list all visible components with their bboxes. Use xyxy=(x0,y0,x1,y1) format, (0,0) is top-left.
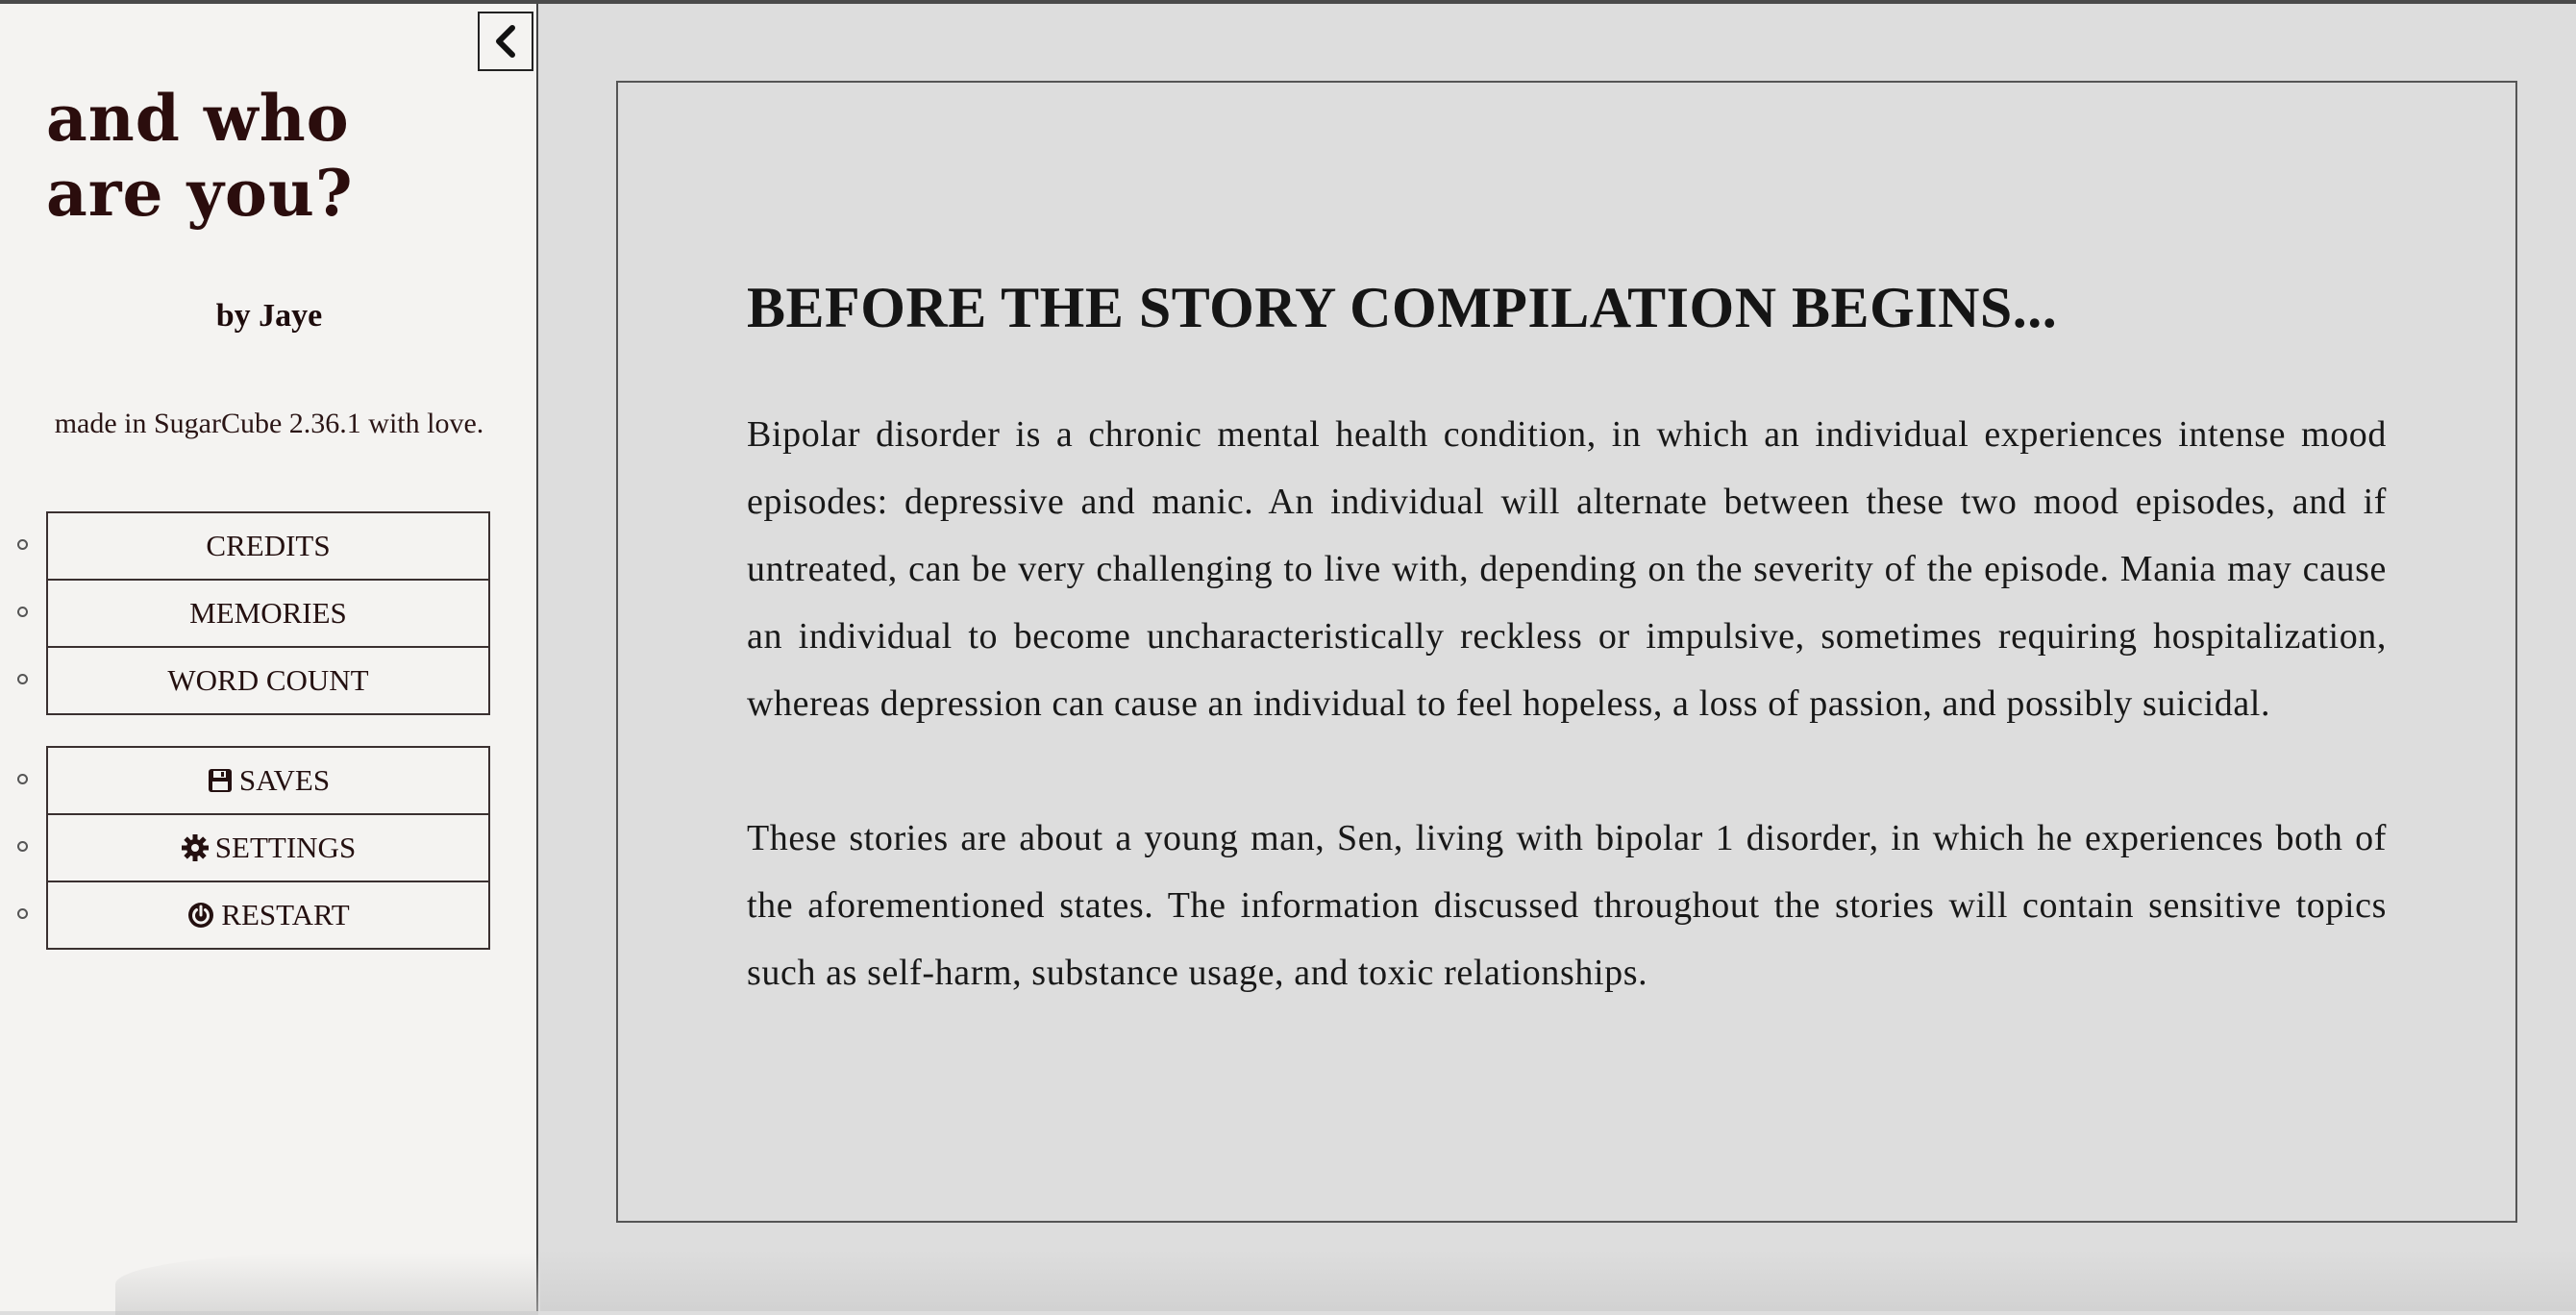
list-bullet xyxy=(17,908,28,919)
passage-container[interactable] xyxy=(616,81,2517,1223)
passage-heading: BEFORE THE STORY COMPILATION BEGINS... xyxy=(747,276,2058,339)
settings-button[interactable] xyxy=(46,815,490,882)
list-bullet xyxy=(17,841,28,852)
power-icon xyxy=(186,901,215,930)
settings-label: SETTINGS xyxy=(214,831,357,864)
core-menu xyxy=(46,746,490,950)
story-title-line-2: are you? xyxy=(46,156,354,231)
story-title xyxy=(46,81,508,231)
list-bullet xyxy=(17,674,28,684)
list-bullet xyxy=(17,607,28,617)
chevron-left-icon xyxy=(491,24,520,59)
restart-button[interactable] xyxy=(46,882,490,950)
menu-item-label: MEMORIES xyxy=(189,596,347,630)
saves-label: SAVES xyxy=(238,763,331,797)
menu-item-memories[interactable] xyxy=(46,581,490,648)
sidebar xyxy=(0,4,538,1311)
floppy-disk-icon xyxy=(207,767,234,794)
passage-content xyxy=(747,275,2387,1074)
restart-label: RESTART xyxy=(221,898,350,931)
passage-paragraph-1: Bipolar disorder is a chronic mental health condition, in which an individual experiences intense mood episodes: depressive and manic. An individual will alternate between these two mood episodes, and if untreated, can be very challenging to live with, depending on the severity of the episode. Mania may cause an individual to become uncharacteristically reckless or impulsive, sometimes requiring hospitalization, whereas depression can cause an individual to feel hopeless, a loss of passion, and possibly suicidal. xyxy=(747,414,2387,724)
list-bullet xyxy=(17,539,28,550)
story-author: by Jaye xyxy=(215,298,323,334)
gear-icon xyxy=(181,833,210,862)
passage-paragraph-2: These stories are about a young man, Sen, living with bipolar 1 disorder, in which he experiences both of the aforementioned states. The information discussed throughout the stories will contain sensitive topics such as self-harm, substance usage, and toxic relationships. xyxy=(747,818,2387,993)
story-caption: made in SugarCube 2.36.1 with love. xyxy=(54,408,484,439)
sidebar-toggle-button[interactable] xyxy=(478,12,533,71)
story-title-line-1: and who xyxy=(46,81,350,156)
main-bottom-shadow xyxy=(540,1250,2576,1311)
saves-button[interactable] xyxy=(46,746,490,815)
menu-item-credits[interactable] xyxy=(46,511,490,581)
story-menu xyxy=(46,511,490,715)
sidebar-bottom-shadow xyxy=(115,1253,538,1315)
menu-item-label: WORD COUNT xyxy=(167,663,369,697)
menu-item-label: CREDITS xyxy=(206,529,331,562)
list-bullet xyxy=(17,774,28,784)
menu-item-word-count[interactable] xyxy=(46,648,490,715)
